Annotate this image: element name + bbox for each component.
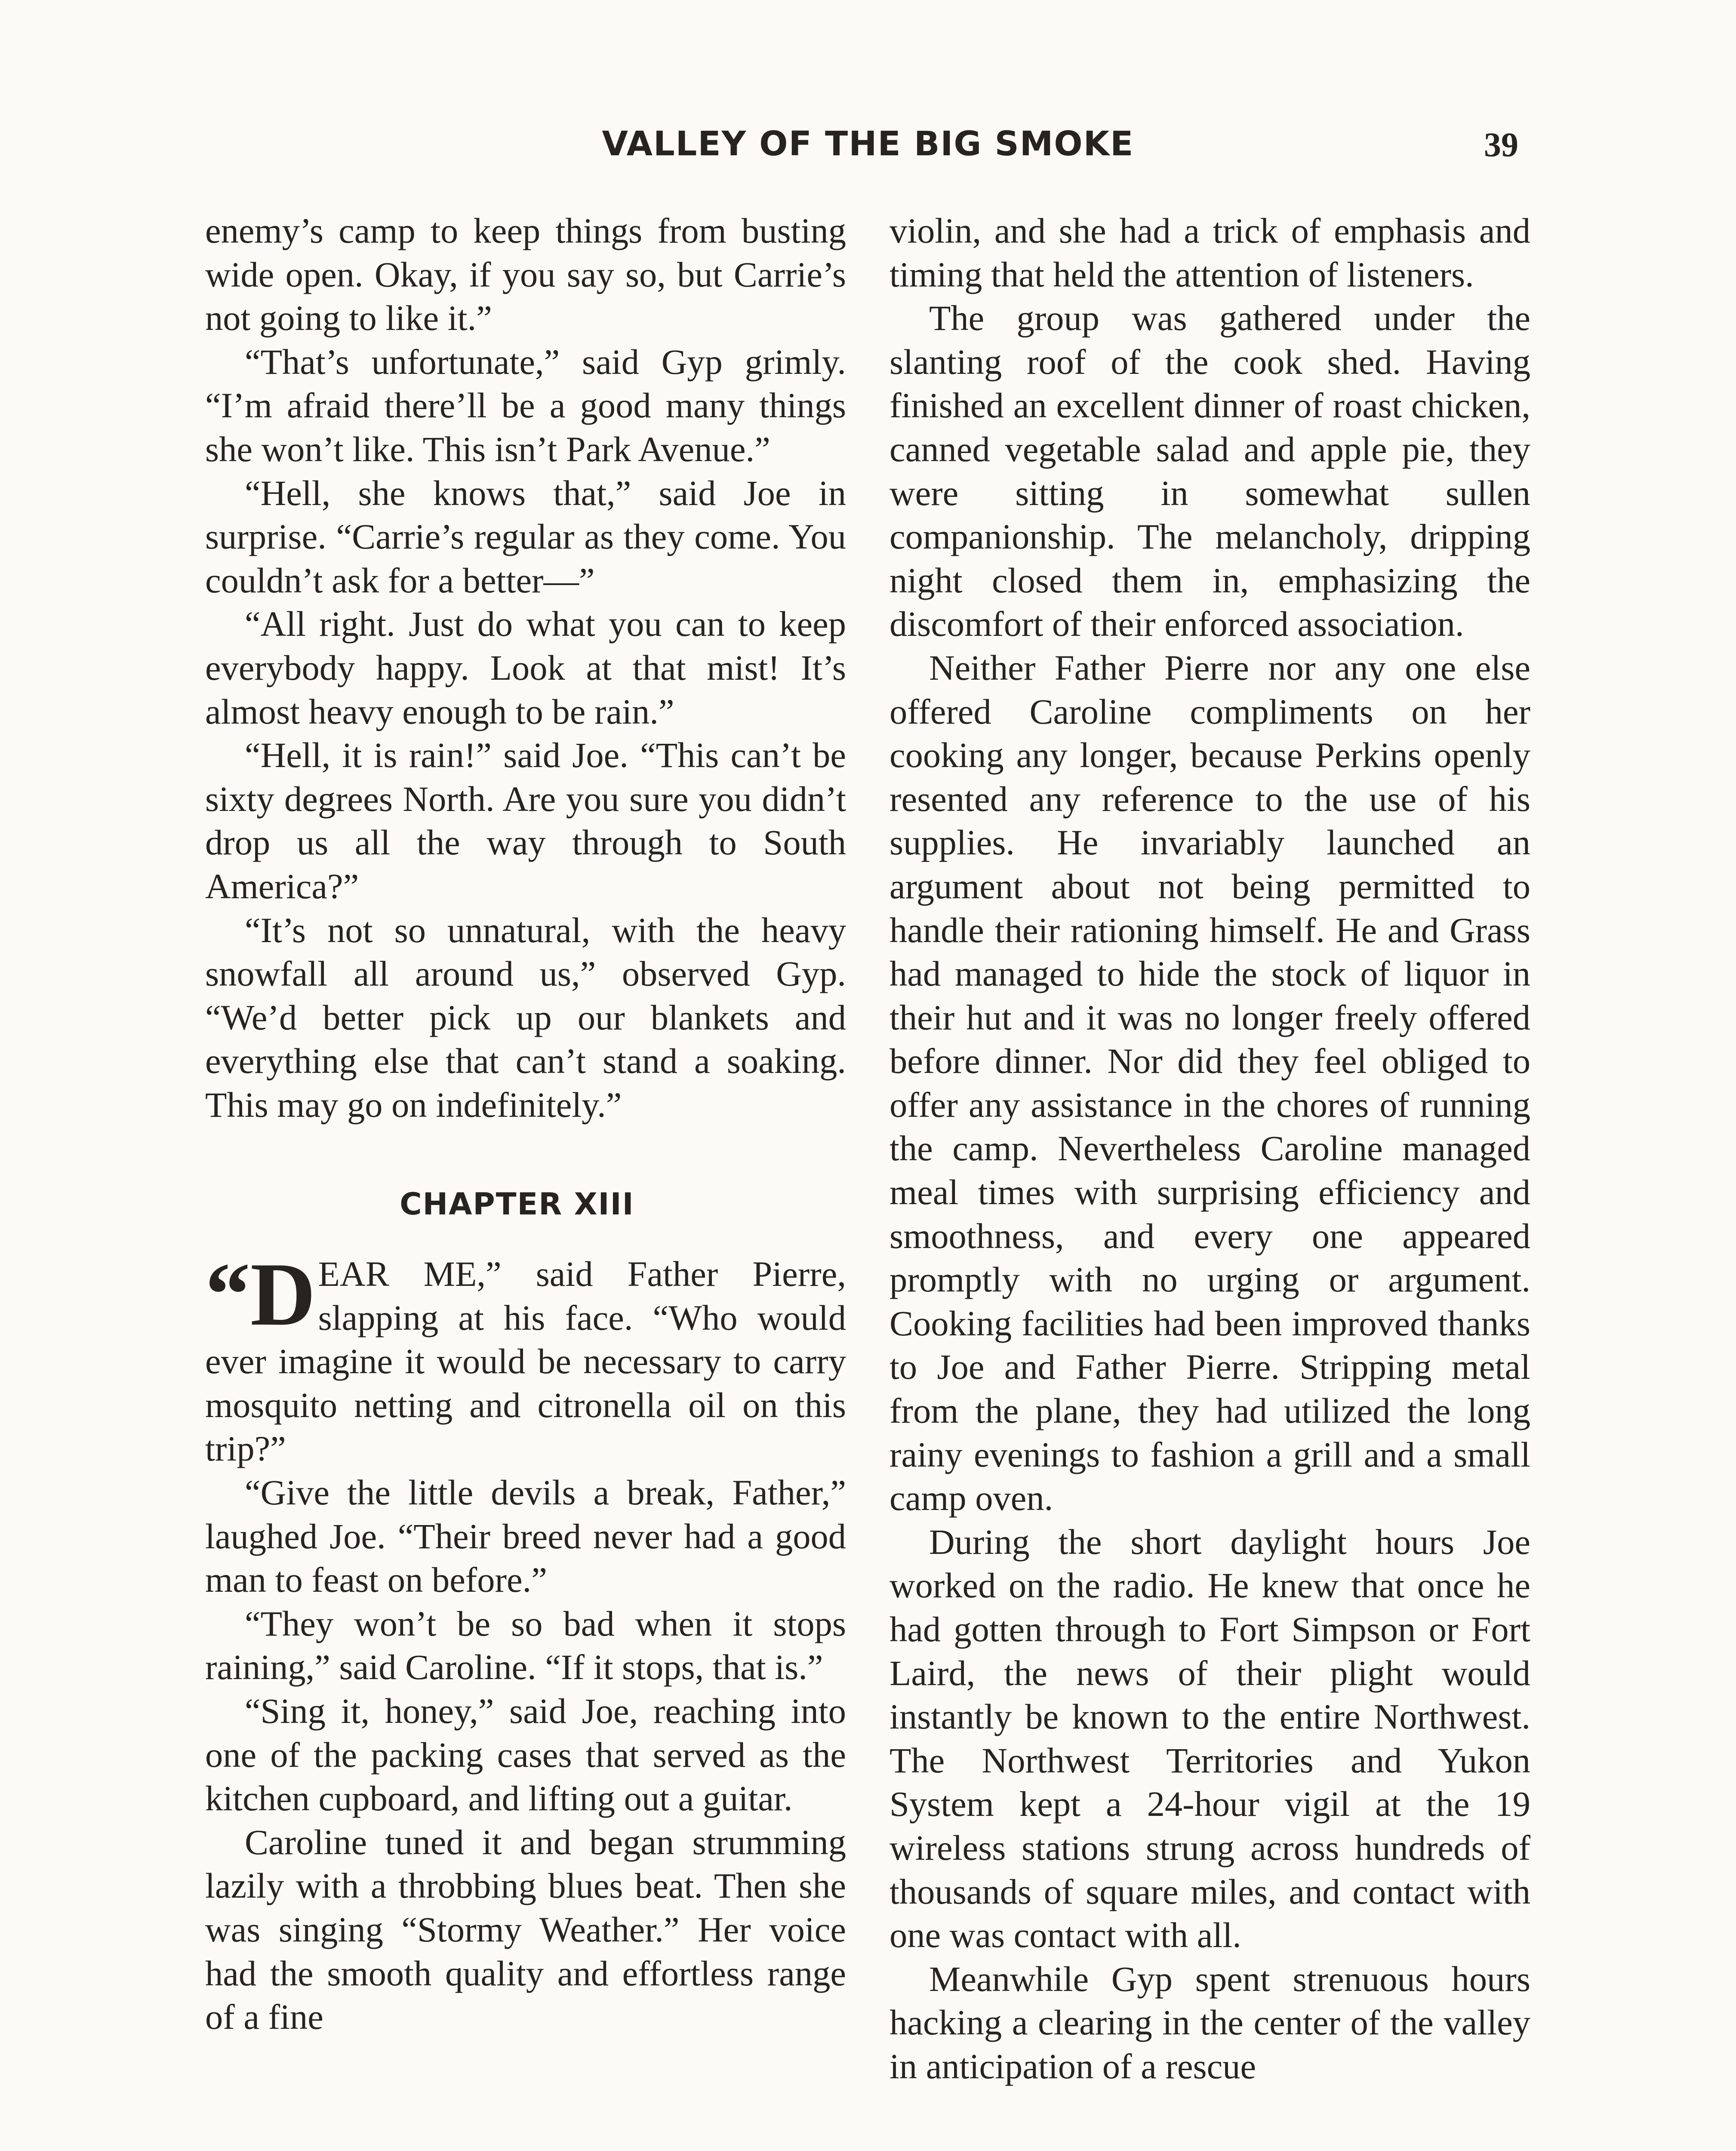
paragraph: The group was gathered under the slanting roof of the cook shed. Having finished an excellent dinner of roast chicken, canned vegetable salad and apple pie, they were sitting in somewhat sullen companionship. The melancholy, dripping night closed them in, emphasizing the discomfort of their enforced association. [890,298,1530,644]
chapter-opening-paragraph [205,1245,846,1471]
running-head: VALLEY OF THE BIG SMOKE [602,125,1134,163]
page-number: 39 [1484,126,1518,164]
paragraph: “All right. Just do what you can to keep everybody happy. Look at that mist! It’s almost heavy enough to be rain.” [205,604,846,731]
paragraph: enemy’s camp to keep things from busting wide open. Okay, if you say so, but Carrie’s not going to like it.” [205,211,846,338]
paragraph: Caroline tuned it and began strumming lazily with a throbbing blues beat. Then she was singing “Stormy Weather.” Her voice had the smooth quality and effortless range of a fine [205,1822,846,2037]
paragraph: “Sing it, honey,” said Joe, reaching into one of the packing cases that served as the kitchen cupboard, and lifting out a guitar. [205,1691,846,1818]
paragraph: Meanwhile Gyp spent strenuous hours hacking a clearing in the center of the valley in anticipation of a rescue [890,1959,1530,2086]
drop-cap-quote: “ [205,1245,250,1345]
paragraph: Neither Father Pierre nor any one else offered Caroline compliments on her cooking any longer, because Perkins openly resented any reference to the use of his supplies. He invariably launched an argument about not being permitted to handle their rationing himself. He and Grass had managed to hide the stock of liquor in their hut and it was no longer freely offered before dinner. Nor did they feel obliged to offer any assistance in the chores of running the camp. Nevertheless Caroline managed meal times with surprising efficiency and smoothness, and every one appeared promptly with no urging or argument. Cooking facilities had been improved thanks to Joe and Father Pierre. Stripping metal from the plane, they had utilized the long rainy evenings to fashion a grill and a small camp oven. [890,647,1530,1518]
drop-cap [205,1245,316,1345]
paragraph: “Give the little devils a break, Father,” laughed Joe. “Their breed never had a good man to feast on before.” [205,1473,846,1600]
left-column [205,209,846,2039]
paragraph: During the short daylight hours Joe worked on the radio. He knew that once he had gotten through to Fort Simpson or Fort Laird, the news of their plight would instantly be known to the entire Northwest. The Northwest Territories and Yukon System kept a 24-hour vigil at the 19 wireless stations strung across hundreds of thousands of square miles, and contact with one was contact with all. [890,1522,1530,1955]
drop-cap-letter: D [250,1245,316,1345]
right-column [890,209,1530,2089]
paragraph: “It’s not so unnatural, with the heavy snowfall all around us,” observed Gyp. “We’d better pick up our blankets and everything else that can’t stand a soaking. This may go on indefinitely.” [205,910,846,1125]
page-header [0,125,1736,172]
chapter-opening-text: EAR ME,” said Father Pierre, slapping at his face. “Who would ever imagine it would be necessary to carry mosquito netting and citronella oil on this trip?” [205,1254,846,1469]
paragraph: “Hell, she knows that,” said Joe in surprise. “Carrie’s regular as they come. You couldn’t ask for a better—” [205,473,846,600]
paragraph: “They won’t be so bad when it stops raining,” said Caroline. “If it stops, that is.” [205,1603,846,1687]
paragraph: “That’s unfortunate,” said Gyp grimly. “I’m afraid there’ll be a good many things she won’t like. This isn’t Park Avenue.” [205,342,846,469]
paragraph: “Hell, it is rain!” said Joe. “This can’t be sixty degrees North. Are you sure you didn’t drop us all the way through to South America?” [205,735,846,906]
chapter-heading-text: CHAPTER XIII [400,1186,634,1222]
chapter-heading [205,1183,846,1227]
paragraph: violin, and she had a trick of emphasis and timing that held the attention of listeners. [890,211,1530,294]
